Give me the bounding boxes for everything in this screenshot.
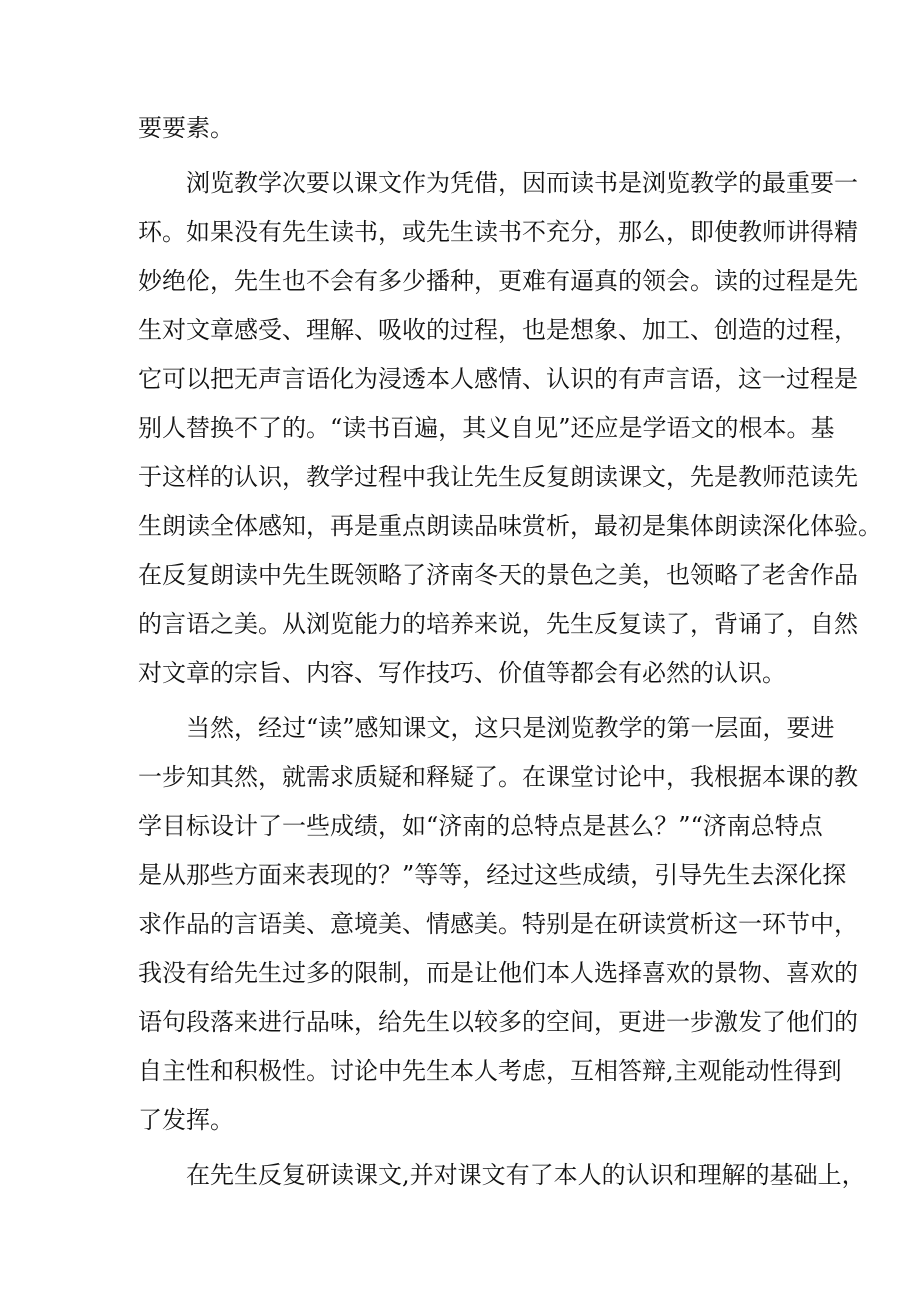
text-line: 别人替换不了的。“读书百遍，其义自见”还应是学语文的根本。基 <box>138 414 835 442</box>
text-line: 是从那些方面来表现的？”等等，经过这些成绩，引导先生去深化探 <box>138 861 847 889</box>
text-line: 了发挥。 <box>138 1106 234 1134</box>
text-line: 它可以把无声言语化为浸透本人感情、认识的有声言语，这一过程是 <box>138 365 858 393</box>
text-line: 环。如果没有先生读书，或先生读书不充分，那么，即使教师讲得精 <box>138 218 858 246</box>
text-line: 的言语之美。从浏览能力的培养来说，先生反复读了，背诵了，自然 <box>138 610 858 638</box>
text-line: 在反复朗读中先生既领略了济南冬天的景色之美，也领略了老舍作品 <box>138 561 858 589</box>
text-line: 我没有给先生过多的限制，而是让他们本人选择喜欢的景物、喜欢的 <box>138 959 858 987</box>
text-line: 妙绝伦，先生也不会有多少播种，更难有逼真的领会。读的过程是先 <box>138 267 858 295</box>
text-line: 求作品的言语美、意境美、情感美。特别是在研读赏析这一环节中， <box>138 910 858 938</box>
paragraph-first-line: 浏览教学次要以课文作为凭借，因而读书是浏览教学的最重要一 <box>186 169 858 197</box>
text-line: 语句段落来进行品味，给先生以较多的空间，更进一步激发了他们的 <box>138 1008 858 1036</box>
text-line: 一步知其然，就需求质疑和释疑了。在课堂讨论中，我根据本课的教 <box>138 763 858 791</box>
text-line: 自主性和积极性。讨论中先生本人考虑，互相答辩,主观能动性得到 <box>138 1057 842 1085</box>
text-line: 于这样的认识，教学过程中我让先生反复朗读课文，先是教师范读先 <box>138 463 858 491</box>
text-line: 生对文章感受、理解、吸收的过程，也是想象、加工、创造的过程， <box>138 316 858 344</box>
paragraph-first-line: 在先生反复研读课文,并对课文有了本人的认识和理解的基础上， <box>186 1161 866 1189</box>
text-line: 要要素。 <box>138 114 234 142</box>
text-line: 学目标设计了一些成绩，如“济南的总特点是甚么？”“济南总特点 <box>138 812 823 840</box>
text-line: 生朗读全体感知，再是重点朗读品味赏析，最初是集体朗读深化体验。 <box>138 512 882 540</box>
paragraph-first-line: 当然，经过“读”感知课文，这只是浏览教学的第一层面，要进 <box>186 714 835 742</box>
text-line: 对文章的宗旨、内容、写作技巧、价值等都会有必然的认识。 <box>138 659 786 687</box>
